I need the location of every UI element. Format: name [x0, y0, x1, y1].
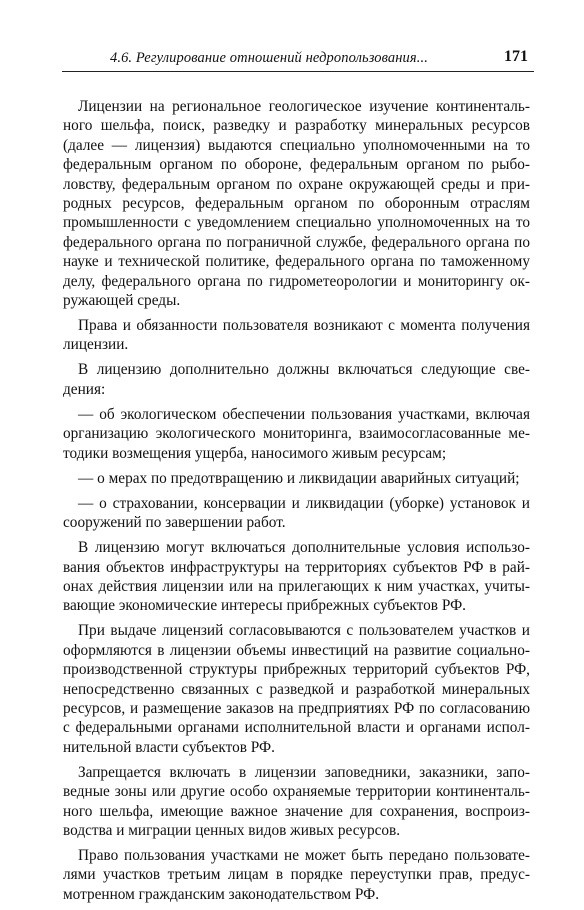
running-header — [62, 47, 534, 72]
paragraph-licenses-issuers: Лицензии на региональное геологическое изучение континентального шельфа, поиск, разведку и разработку минеральных ресурсов (далее — лицензия) выдаются специально уполномоченными на то федеральным органом по обороне, федеральным органом по рыболовству, федеральным органом по охране окружающей среды и природных ресурсов, федеральным органом по оборонным отраслям промышленности с уведомлением специально уполномоченных на то федерального органа по пограничной службе, федерального органа по науке и технической политике, федерального органа по таможенному делу, федерального органа по гидрометеорологии и мониторингу окружающей среды. — [63, 98, 530, 310]
list-item-emergency-measures: — о мерах по предотвращению и ликвидации аварийных ситуаций; — [78, 469, 520, 487]
paragraph-investment-agreement: При выдаче лицензий согласовываются с пользователем участков и оформляются в лицензии объемы инвестиций на развитие социально-производственной структуры прибрежных территорий субъектов РФ, непосредственно связанных с разведкой и разработкой минеральных ресурсов, и размещение заказов на предприятиях РФ по согласованию с федеральными органами исполнительной власти и органами исполнительной власти субъектов РФ. — [63, 622, 530, 756]
paragraph-transfer-of-rights: Право пользования участками не может быть передано пользователями участков третьим лицам в порядке переуступки прав, предусмотренном гражданским законодательством РФ. — [63, 846, 530, 903]
paragraph-additional-information: В лицензию дополнительно должны включаться следующие сведения: — [63, 361, 530, 398]
page-number: 171 — [504, 48, 528, 65]
paragraph-rights-and-obligations: Права и обязанности пользователя возникают с момента получения лицензии. — [63, 317, 530, 354]
list-item-ecological-support: — об экологическом обеспечении пользования участками, включая организацию экологического мониторинга, взаимосогласованные методики возмещения ущерба, наносимого живым ресурсам; — [63, 405, 530, 462]
paragraph-protected-areas: Запрещается включать в лицензии заповедники, заказники, заповедные зоны или другие особо охраняемые территории континентального шельфа, имеющие важное значение для сохранения, воспроизводства и миграции ценных видов живых ресурсов. — [63, 763, 530, 839]
paragraph-infrastructure-conditions: В лицензию могут включаться дополнительные условия использования объектов инфраструктуры на территориях субъектов РФ в районах действия лицензии или на прилегающих к ним участках, учитывающие экономические интересы прибрежных субъектов РФ. — [63, 539, 530, 615]
running-title: 4.6. Регулирование отношений недропользования... — [110, 50, 428, 66]
list-item-insurance-and-liquidation: — о страховании, консервации и ликвидации (уборке) установок и сооружений по завершении работ. — [63, 494, 530, 532]
body-text — [63, 97, 530, 910]
